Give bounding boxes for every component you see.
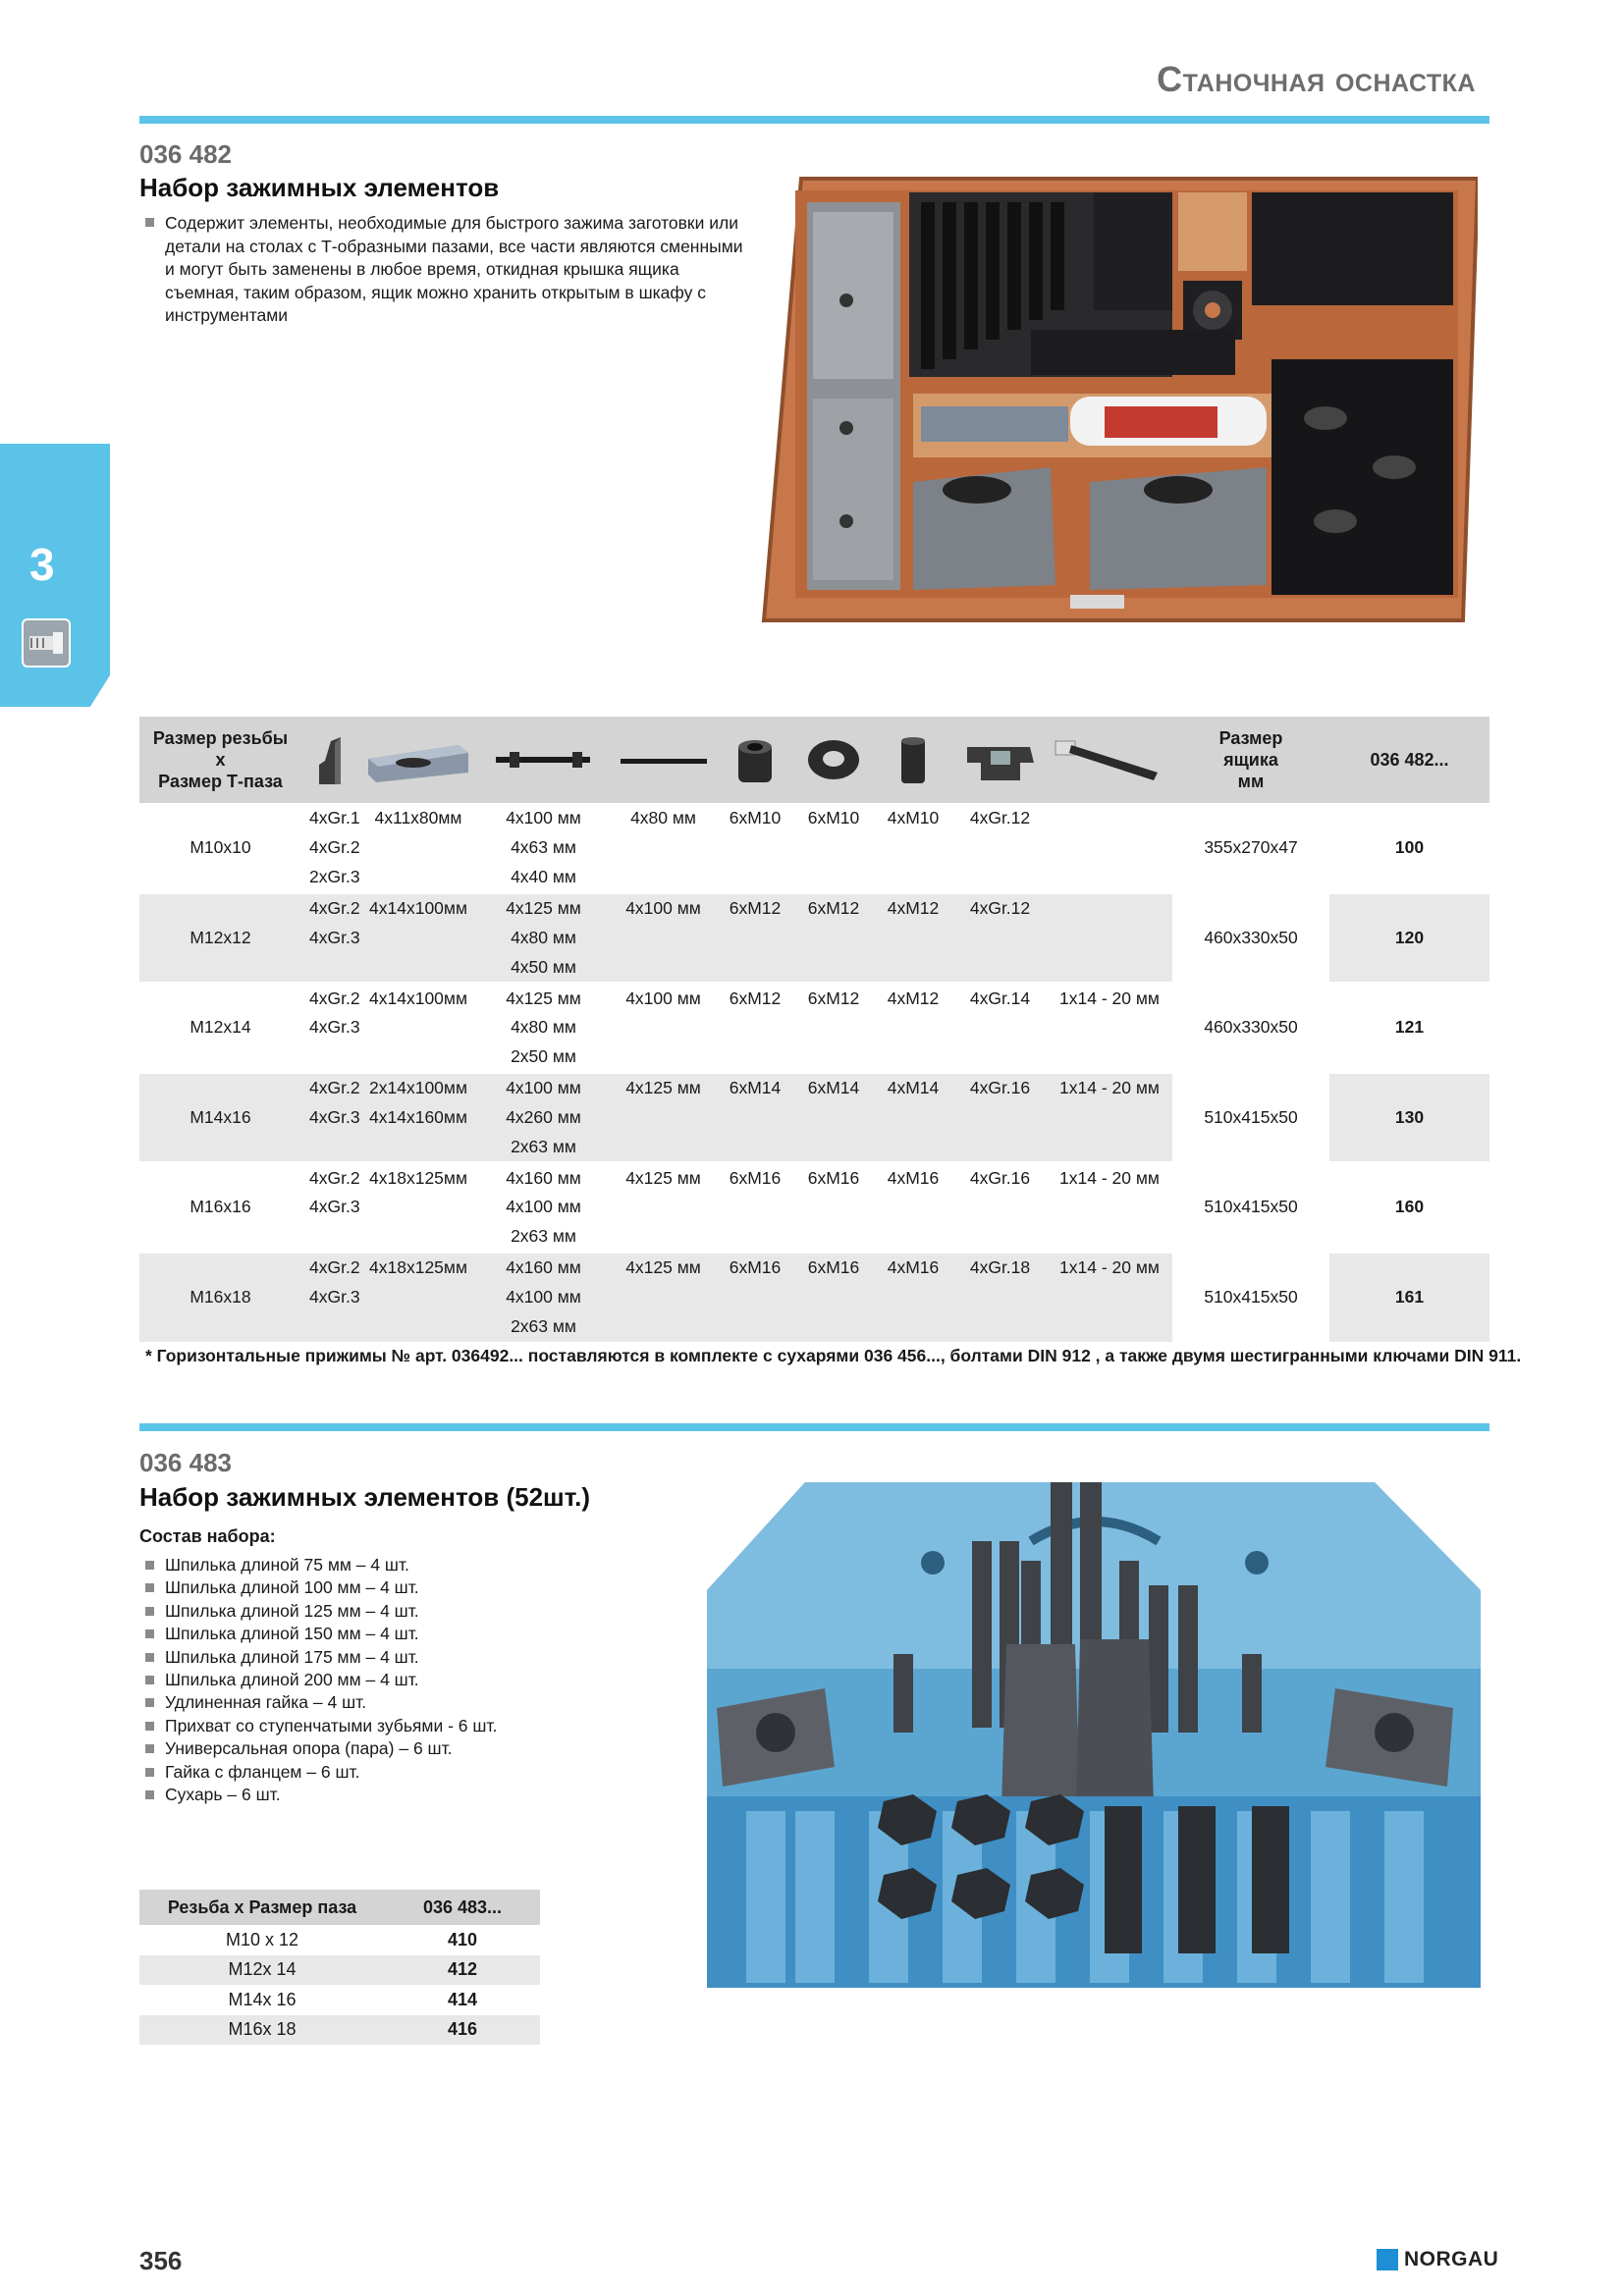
table-cell: [794, 1312, 873, 1343]
stud-rod-icon: [611, 717, 716, 803]
table-cell: [139, 983, 301, 1013]
table-cell: 510x415x50: [1172, 1193, 1329, 1223]
table-cell: 4x50 мм: [476, 953, 611, 984]
table-cell: 4xGr.2: [301, 833, 360, 864]
table-cell: 4x100 мм: [476, 803, 611, 833]
table-cell: [873, 1282, 953, 1312]
table-cell: [1329, 1073, 1489, 1103]
table-cell: [360, 833, 476, 864]
table-cell: [1329, 983, 1489, 1013]
table-cell: [360, 1193, 476, 1223]
header-article-code: 036 482...: [1329, 717, 1489, 803]
table-cell: 4x125 мм: [611, 1253, 716, 1283]
table-cell: [1329, 1222, 1489, 1253]
table-cell: [139, 1253, 301, 1283]
table-cell: [611, 1013, 716, 1043]
table-cell: 4xGr.2: [301, 1162, 360, 1193]
stud-bolt-icon: [476, 717, 611, 803]
cell-code: 414: [447, 1989, 478, 2009]
table-cell: 4xGr.3: [301, 1013, 360, 1043]
table-cell: 460x330x50: [1172, 1013, 1329, 1043]
table-cell: 4x40 мм: [476, 863, 611, 893]
list-item: Гайка с фланцем – 6 шт.: [145, 1761, 497, 1784]
table-cell: 4x18x125мм: [360, 1253, 476, 1283]
table-cell: [794, 1013, 873, 1043]
table-cell: 4xM16: [873, 1162, 953, 1193]
table-cell: [953, 1013, 1047, 1043]
table-cell: 4xGr.3: [301, 1102, 360, 1133]
table-cell: [1172, 1253, 1329, 1283]
table-cell: [794, 833, 873, 864]
table-cell: [1329, 1133, 1489, 1163]
clamping-kit-case-image: [756, 173, 1478, 629]
table-cell: [873, 863, 953, 893]
table-header-row: [139, 717, 1489, 803]
table-cell: 4xGr.18: [953, 1253, 1047, 1283]
sizes-table-036483: [139, 1890, 540, 2045]
table-row: [139, 1282, 1489, 1312]
table-cell: [794, 923, 873, 953]
table-cell: 6xM10: [716, 803, 794, 833]
table-cell: [139, 893, 301, 924]
article-number-2: 036 483: [139, 1448, 232, 1477]
table-cell: [873, 1102, 953, 1133]
list-item: Сухарь – 6 шт.: [145, 1784, 497, 1806]
table-cell: [301, 1133, 360, 1163]
table-cell: [1047, 1222, 1172, 1253]
table-cell: 6xM10: [794, 803, 873, 833]
table-cell: 100: [1329, 833, 1489, 864]
table-cell: [1047, 1282, 1172, 1312]
table-cell: 2x63 мм: [476, 1133, 611, 1163]
table-cell: 120: [1329, 923, 1489, 953]
table-cell: [953, 1193, 1047, 1223]
list-item: Прихват со ступенчатыми зубьями - 6 шт.: [145, 1715, 497, 1737]
table-cell: [953, 1222, 1047, 1253]
header-article-code: 036 483...: [385, 1890, 540, 1925]
table-cell: 4x11x80мм: [360, 803, 476, 833]
table-cell: [139, 863, 301, 893]
table-cell: 4x80 мм: [476, 1013, 611, 1043]
table-cell: [139, 1312, 301, 1343]
table-cell: 4xM16: [873, 1253, 953, 1283]
table-cell: [716, 1102, 794, 1133]
table-cell: 4x80 мм: [611, 803, 716, 833]
strap-clamp-icon: [360, 717, 476, 803]
article-number: 036 482: [139, 139, 232, 169]
table-row: [139, 1013, 1489, 1043]
table-cell: [1047, 1312, 1172, 1343]
page-number: 356: [139, 2246, 183, 2275]
table-cell: [360, 1282, 476, 1312]
table-cell: 4x18x125мм: [360, 1162, 476, 1193]
table-cell: [1329, 803, 1489, 833]
table-cell: 460x330x50: [1172, 923, 1329, 953]
table-cell: [611, 1312, 716, 1343]
table-cell: 160: [1329, 1193, 1489, 1223]
table-cell: [360, 923, 476, 953]
table-cell: 4x100 мм: [611, 893, 716, 924]
table-cell: 6xM16: [794, 1162, 873, 1193]
table-cell: [794, 1042, 873, 1073]
table-cell: [716, 923, 794, 953]
table-cell: 161: [1329, 1282, 1489, 1312]
table-cell: [716, 1193, 794, 1223]
brand-square-icon: [1377, 2249, 1398, 2270]
table-cell: [1172, 1073, 1329, 1103]
table-cell: 4xGr.14: [953, 983, 1047, 1013]
table-cell: [1329, 1042, 1489, 1073]
table-row: [139, 1955, 540, 1986]
table-cell: 4xM12: [873, 893, 953, 924]
table-cell: 4x100 мм: [611, 983, 716, 1013]
product-title-2: Набор зажимных элементов (52шт.): [139, 1482, 591, 1512]
table-cell: 4x260 мм: [476, 1102, 611, 1133]
table-cell: [1329, 1253, 1489, 1283]
table-row: [139, 1102, 1489, 1133]
table-cell: [139, 1133, 301, 1163]
table-cell: [1047, 803, 1172, 833]
table-cell: M12x12: [139, 923, 301, 953]
table-cell: [1329, 863, 1489, 893]
table-cell: [1172, 863, 1329, 893]
table-cell: 4x14x100мм: [360, 983, 476, 1013]
table-cell: 510x415x50: [1172, 1282, 1329, 1312]
table-cell: M10x10: [139, 833, 301, 864]
table-cell: [794, 1282, 873, 1312]
table-cell: 4x100 мм: [476, 1193, 611, 1223]
table-cell: [360, 1133, 476, 1163]
table-cell: [611, 863, 716, 893]
table-cell: 4xGr.3: [301, 923, 360, 953]
table-row: [139, 1222, 1489, 1253]
table-cell: [139, 1222, 301, 1253]
table-cell: [611, 923, 716, 953]
list-item: Шпилька длиной 200 мм – 4 шт.: [145, 1669, 497, 1691]
table-row: [139, 803, 1489, 833]
table-cell: [611, 1133, 716, 1163]
table-cell: 6xM14: [794, 1073, 873, 1103]
table-cell: [1047, 1193, 1172, 1223]
table-cell: [1047, 893, 1172, 924]
table-cell: [1172, 1162, 1329, 1193]
table-cell: [873, 833, 953, 864]
table-cell: 6xM12: [794, 893, 873, 924]
table-cell: [301, 1222, 360, 1253]
table-cell: 4xGr.2: [301, 1253, 360, 1283]
table-cell: 4x63 мм: [476, 833, 611, 864]
table-cell: 4xGr.16: [953, 1073, 1047, 1103]
table-cell: [873, 1222, 953, 1253]
table-cell: [301, 1042, 360, 1073]
table-cell: 4x80 мм: [476, 923, 611, 953]
table-cell: [716, 1013, 794, 1043]
footnote: * Горизонтальные прижимы № арт. 036492... поставляются в комплекте с сухарями 036 456..., болтами DIN 912 , а также двумя шестигранными ключами DIN 911.: [145, 1346, 1522, 1365]
table-cell: [301, 953, 360, 984]
table-cell: 1x14 - 20 мм: [1047, 1073, 1172, 1103]
table-cell: [953, 833, 1047, 864]
table-row: [139, 923, 1489, 953]
table-cell: [953, 953, 1047, 984]
table-cell: 4x125 мм: [611, 1073, 716, 1103]
table-row: [139, 1985, 540, 2015]
table-cell: 6xM12: [716, 983, 794, 1013]
coupling-nut-icon: [873, 717, 953, 803]
table-cell: [360, 1222, 476, 1253]
header-thread-size: Размер резьбы x Размер Т-паза: [139, 717, 301, 803]
table-cell: [139, 1042, 301, 1073]
table-cell: [953, 1102, 1047, 1133]
table-cell: [360, 863, 476, 893]
brand-name: NORGAU: [1404, 2248, 1499, 2270]
table-cell: [716, 1133, 794, 1163]
table-cell: [873, 1013, 953, 1043]
table-cell: [139, 953, 301, 984]
table-cell: [1047, 1133, 1172, 1163]
table-row: [139, 1133, 1489, 1163]
cell-code: 412: [385, 1955, 540, 1986]
table-cell: 4xGr.12: [953, 803, 1047, 833]
table-cell: [360, 953, 476, 984]
table-cell: [1329, 893, 1489, 924]
list-item: Универсальная опора (пара) – 6 шт.: [145, 1737, 497, 1760]
table-cell: [953, 1133, 1047, 1163]
table-cell: 4x14x160мм: [360, 1102, 476, 1133]
table-cell: 4xGr.1: [301, 803, 360, 833]
table-cell: [873, 1133, 953, 1163]
table-cell: [1047, 863, 1172, 893]
product-title: Набор зажимных элементов: [139, 173, 500, 202]
section-title: Станочная оснастка: [1157, 59, 1476, 99]
brand-logo: [1377, 2248, 1498, 2271]
table-row: [139, 1925, 540, 1955]
table-cell: [1047, 833, 1172, 864]
cell-size: M12x 14: [139, 1955, 385, 1986]
table-cell: [1047, 1042, 1172, 1073]
table-row: [139, 953, 1489, 984]
table-cell: [1047, 1102, 1172, 1133]
table-cell: 4x100 мм: [476, 1282, 611, 1312]
table-cell: [794, 1193, 873, 1223]
table-row: [139, 983, 1489, 1013]
table-cell: [1047, 923, 1172, 953]
washer-icon: [794, 717, 873, 803]
table-cell: 4xGr.3: [301, 1282, 360, 1312]
table-cell: [873, 1193, 953, 1223]
table-cell: [1172, 1312, 1329, 1343]
table-cell: [301, 1312, 360, 1343]
list-item: Удлиненная гайка – 4 шт.: [145, 1691, 497, 1714]
table-row: [139, 893, 1489, 924]
table-cell: [794, 1133, 873, 1163]
table-cell: M14x16: [139, 1102, 301, 1133]
table-cell: 4xM12: [873, 983, 953, 1013]
flange-nut-icon: [716, 717, 794, 803]
table-cell: 6xM16: [794, 1253, 873, 1283]
table-cell: [716, 1042, 794, 1073]
table-cell: 2x14x100мм: [360, 1073, 476, 1103]
table-row: [139, 863, 1489, 893]
table-cell: 121: [1329, 1013, 1489, 1043]
table-cell: [953, 863, 1047, 893]
table-cell: [794, 953, 873, 984]
contents-list: [145, 1554, 497, 1806]
table-row: [139, 1162, 1489, 1193]
table-cell: [611, 833, 716, 864]
clamp-icon: [22, 618, 71, 667]
table-row: [139, 1312, 1489, 1343]
cell-code: 410: [447, 1929, 478, 1949]
product-description: Содержит элементы, необходимые для быстрого зажима заготовки или детали на столах с Т-образными пазами, все части являются сменными и могут быть заменены в любое время, откидная крышка ящика съемная, таким образом, ящик можно хранить открытым в шкафу с инструментами: [145, 212, 749, 328]
table-cell: 4x14x100мм: [360, 893, 476, 924]
table-cell: [716, 953, 794, 984]
step-block-icon: [301, 717, 360, 803]
table-cell: 4x160 мм: [476, 1253, 611, 1283]
table-cell: [1329, 1312, 1489, 1343]
table-cell: 4x125 мм: [476, 893, 611, 924]
table-cell: [873, 1312, 953, 1343]
table-cell: [1172, 1042, 1329, 1073]
table-cell: M12x14: [139, 1013, 301, 1043]
table-cell: 4xGr.3: [301, 1193, 360, 1223]
table-cell: [1047, 953, 1172, 984]
table-cell: 4xGr.2: [301, 1073, 360, 1103]
table-cell: [611, 1193, 716, 1223]
table-cell: [794, 1222, 873, 1253]
header-thread-slot: Резьба x Размер паза: [139, 1890, 385, 1925]
table-cell: [1172, 803, 1329, 833]
table-row: [139, 1253, 1489, 1283]
table-cell: [611, 1102, 716, 1133]
table-cell: [1047, 1013, 1172, 1043]
table-cell: [611, 953, 716, 984]
t-slot-nut-icon: [953, 717, 1047, 803]
table-cell: [611, 1042, 716, 1073]
table-cell: [794, 1102, 873, 1133]
table-cell: [1172, 953, 1329, 984]
table-cell: [139, 803, 301, 833]
contents-heading: Состав набора:: [139, 1526, 276, 1546]
table-cell: 2x63 мм: [476, 1312, 611, 1343]
table-cell: [716, 833, 794, 864]
table-cell: [953, 1282, 1047, 1312]
table-cell: 4xM10: [873, 803, 953, 833]
table-cell: [1172, 893, 1329, 924]
cell-size: M16x 18: [139, 2015, 385, 2046]
sizes-table-036482: [139, 717, 1489, 1342]
table-row: [139, 833, 1489, 864]
table-row: [139, 1193, 1489, 1223]
table-cell: 2xGr.3: [301, 863, 360, 893]
table-cell: [794, 863, 873, 893]
table-cell: [716, 863, 794, 893]
table-cell: [1172, 1133, 1329, 1163]
table-cell: 6xM12: [794, 983, 873, 1013]
list-item: Шпилька длиной 150 мм – 4 шт.: [145, 1623, 497, 1645]
list-item: Шпилька длиной 125 мм – 4 шт.: [145, 1600, 497, 1623]
cell-code: 416: [385, 2015, 540, 2046]
table-cell: [873, 1042, 953, 1073]
table-cell: 6xM12: [716, 893, 794, 924]
table-cell: [953, 923, 1047, 953]
hammer-wrench-icon: [1047, 717, 1172, 803]
table-cell: 4x100 мм: [476, 1073, 611, 1103]
table-cell: 4xM14: [873, 1073, 953, 1103]
table-cell: 6xM16: [716, 1253, 794, 1283]
list-item: Шпилька длиной 75 мм – 4 шт.: [145, 1554, 497, 1576]
table-cell: 4xGr.2: [301, 983, 360, 1013]
table-cell: M16x18: [139, 1282, 301, 1312]
table-cell: [611, 1222, 716, 1253]
table-cell: 510x415x50: [1172, 1102, 1329, 1133]
table-cell: 130: [1329, 1102, 1489, 1133]
table-cell: [139, 1073, 301, 1103]
table-cell: 4xGr.16: [953, 1162, 1047, 1193]
table-cell: [873, 953, 953, 984]
table-cell: 2x50 мм: [476, 1042, 611, 1073]
table-cell: [139, 1162, 301, 1193]
table-header-row: [139, 1890, 540, 1925]
table-cell: 4xGr.2: [301, 893, 360, 924]
table-cell: [1172, 983, 1329, 1013]
table-row: [139, 2015, 540, 2046]
table-cell: [1172, 1222, 1329, 1253]
table-cell: [953, 1312, 1047, 1343]
table-cell: [360, 1312, 476, 1343]
table-cell: [716, 1282, 794, 1312]
table-cell: 4xGr.12: [953, 893, 1047, 924]
list-item: Шпилька длиной 100 мм – 4 шт.: [145, 1576, 497, 1599]
list-item: Шпилька длиной 175 мм – 4 шт.: [145, 1646, 497, 1669]
table-cell: [873, 923, 953, 953]
table-cell: 355x270x47: [1172, 833, 1329, 864]
table-cell: 4x125 мм: [611, 1162, 716, 1193]
header-box-size: Размер ящика мм: [1172, 717, 1329, 803]
table-cell: [716, 1312, 794, 1343]
clamping-kit-52pcs-image: [687, 1472, 1488, 1998]
section-divider: [139, 1423, 1489, 1431]
cell-size: M10 x 12: [225, 1929, 299, 1949]
table-cell: [1329, 953, 1489, 984]
table-cell: [953, 1042, 1047, 1073]
table-cell: [360, 1042, 476, 1073]
table-cell: [360, 1013, 476, 1043]
table-row: [139, 1073, 1489, 1103]
table-cell: [611, 1282, 716, 1312]
table-cell: 1x14 - 20 мм: [1047, 1253, 1172, 1283]
table-cell: [716, 1222, 794, 1253]
table-cell: 6xM16: [716, 1162, 794, 1193]
table-cell: 1x14 - 20 мм: [1047, 983, 1172, 1013]
cell-size: M14x 16: [228, 1989, 297, 2009]
top-divider: [139, 116, 1489, 124]
table-cell: 2x63 мм: [476, 1222, 611, 1253]
table-cell: 6xM14: [716, 1073, 794, 1103]
table-cell: 4x125 мм: [476, 983, 611, 1013]
table-cell: 4x160 мм: [476, 1162, 611, 1193]
chapter-number: 3: [29, 539, 55, 590]
table-cell: M16x16: [139, 1193, 301, 1223]
table-cell: [1329, 1162, 1489, 1193]
table-row: [139, 1042, 1489, 1073]
table-cell: 1x14 - 20 мм: [1047, 1162, 1172, 1193]
